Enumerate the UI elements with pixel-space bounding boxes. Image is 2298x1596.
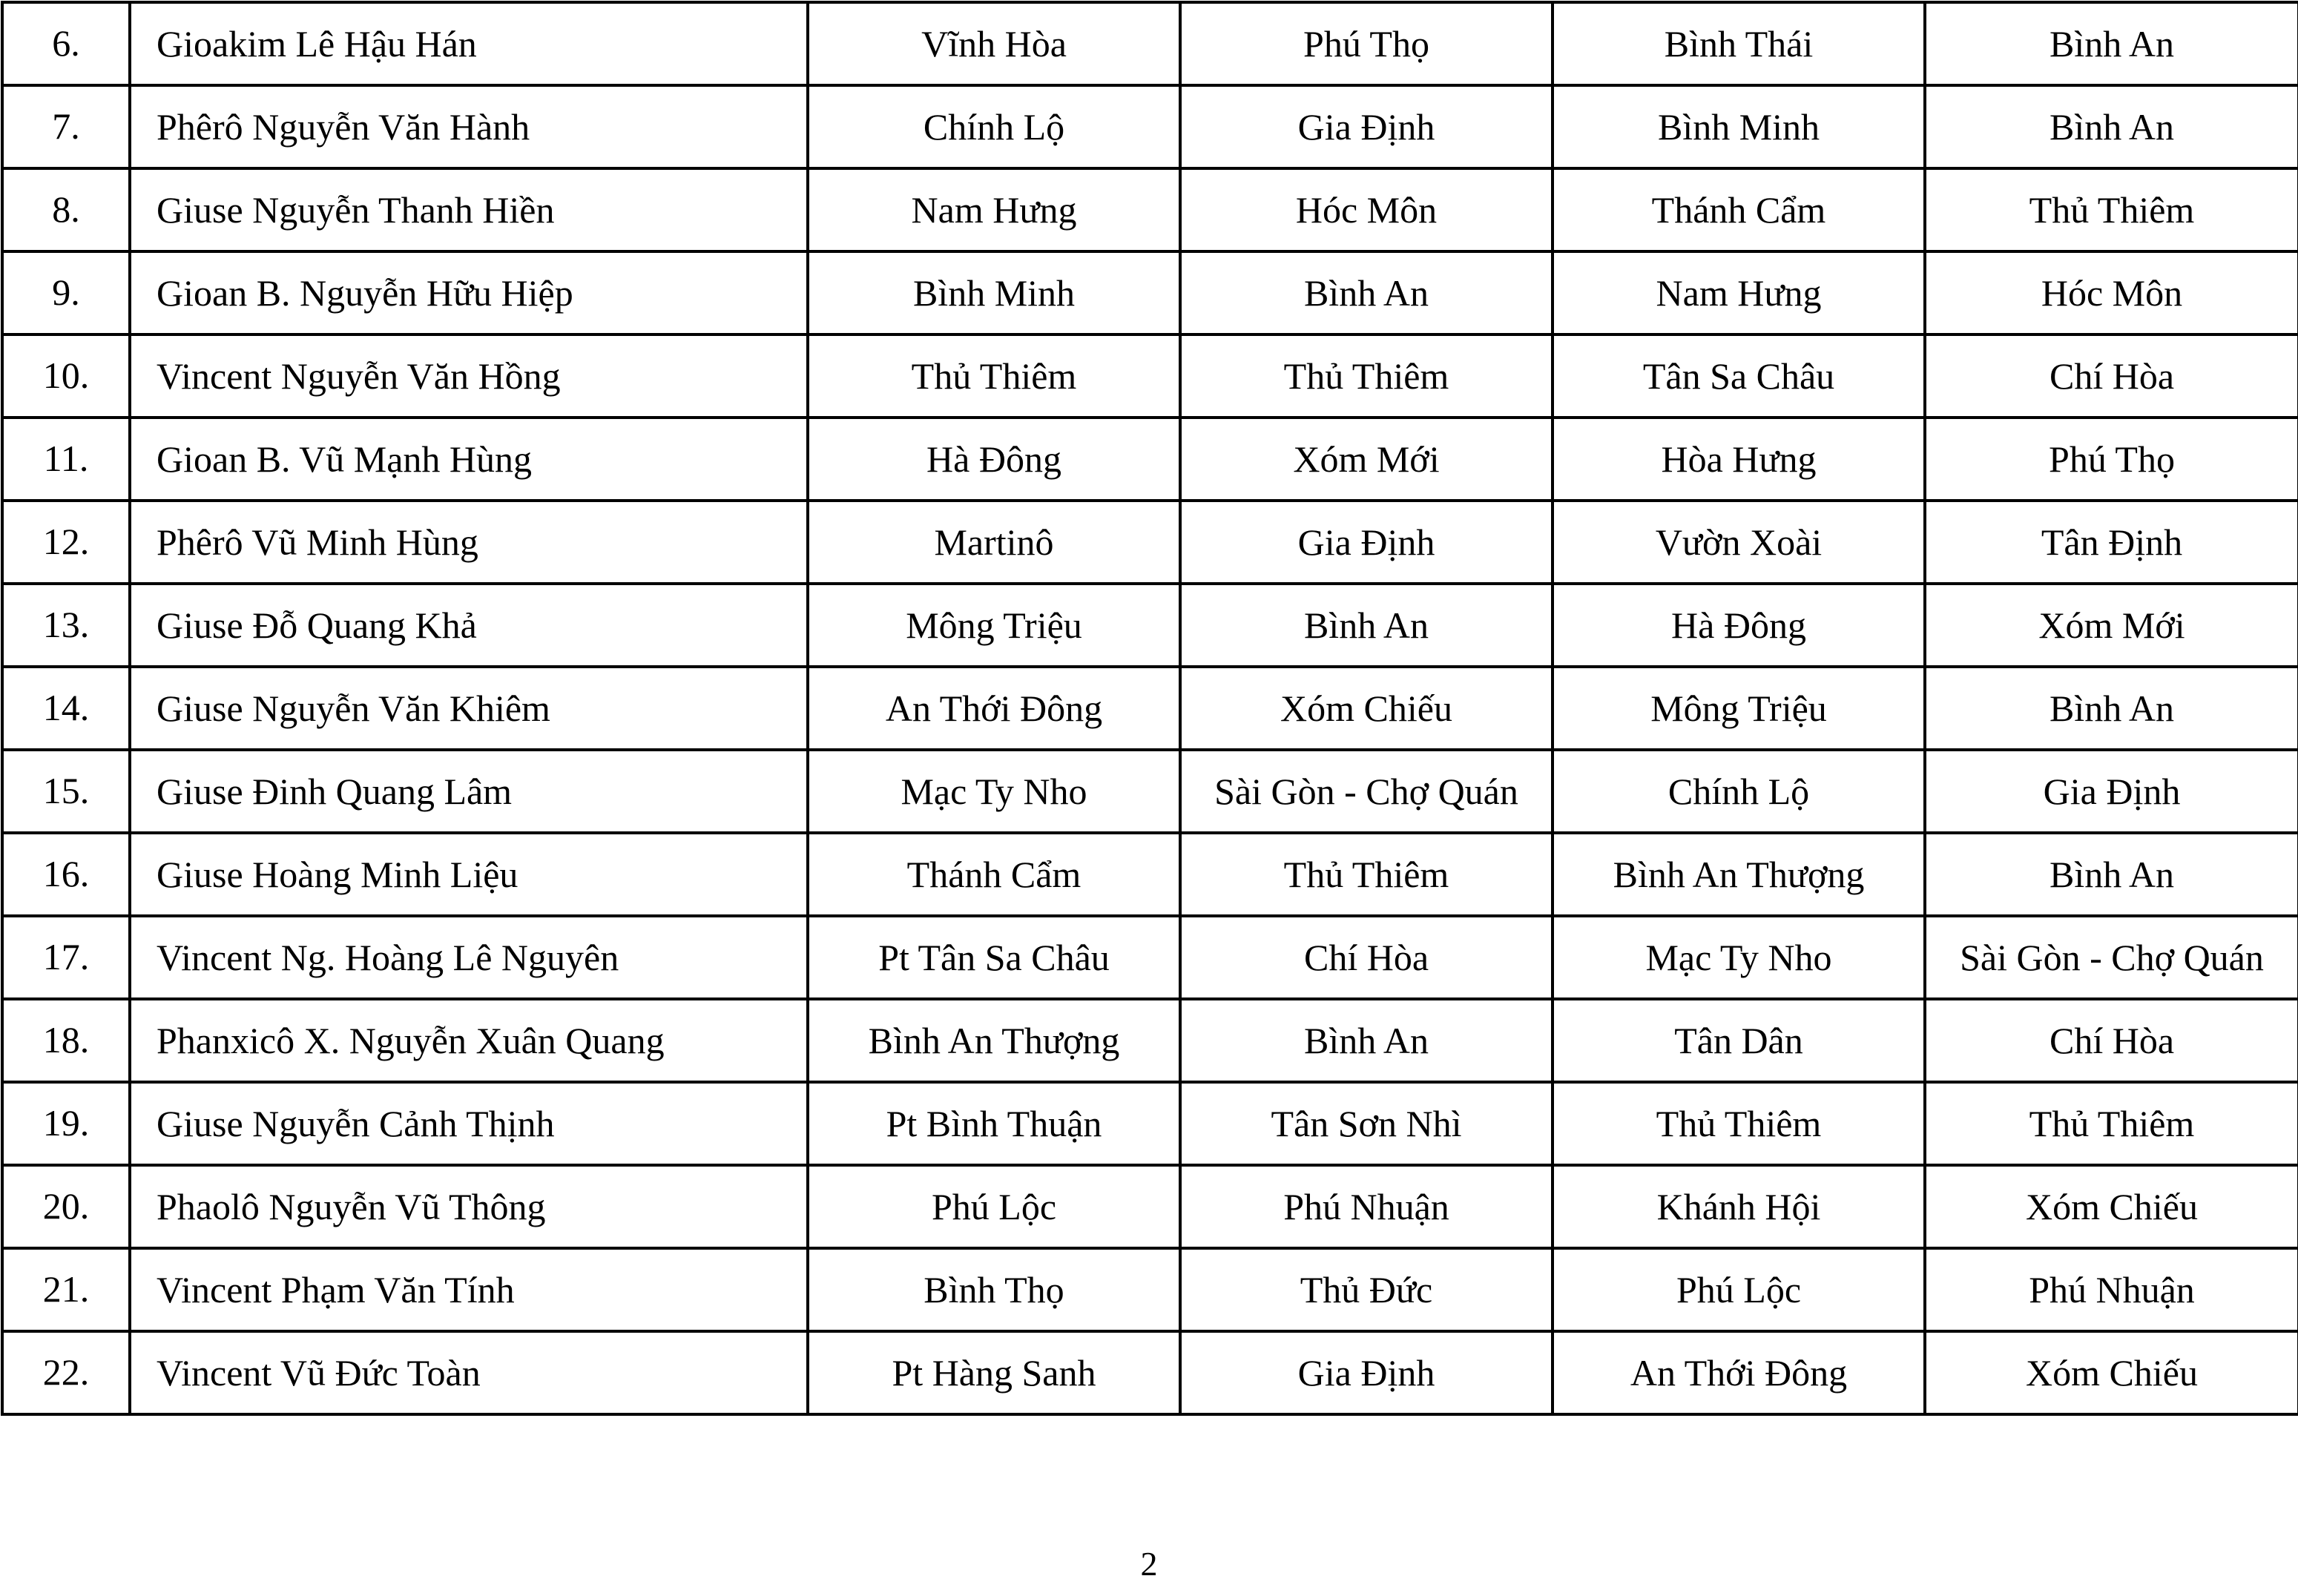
parish-cell-3: Chính Lộ [1553, 750, 1925, 833]
parish-cell-3: Thủ Thiêm [1553, 1082, 1925, 1165]
page-number: 2 [1140, 1545, 1158, 1583]
parish-cell-2: Bình An [1180, 584, 1553, 667]
table-row [2, 2, 2298, 85]
parish-cell-1: Bình An Thượng [808, 999, 1180, 1082]
person-name: Gioakim Lê Hậu Hán [130, 2, 808, 85]
parish-cell-3: Bình An Thượng [1553, 833, 1925, 916]
parish-cell-3: Mạc Ty Nho [1553, 916, 1925, 999]
parish-cell-3: Bình Thái [1553, 2, 1925, 85]
parish-cell-4: Xóm Chiếu [1925, 1331, 2298, 1414]
parish-cell-3: Bình Minh [1553, 85, 1925, 168]
parish-cell-1: Pt Hàng Sanh [808, 1331, 1180, 1414]
parish-cell-1: Pt Bình Thuận [808, 1082, 1180, 1165]
row-number: 12. [2, 501, 130, 584]
table-row [2, 168, 2298, 251]
person-name: Giuse Đỗ Quang Khả [130, 584, 808, 667]
parish-cell-4: Bình An [1925, 2, 2298, 85]
parish-cell-3: Tân Dân [1553, 999, 1925, 1082]
parish-cell-4: Hóc Môn [1925, 251, 2298, 334]
parish-cell-1: Phú Lộc [808, 1165, 1180, 1248]
table-body [2, 2, 2298, 1414]
table-row [2, 750, 2298, 833]
person-name: Phanxicô X. Nguyễn Xuân Quang [130, 999, 808, 1082]
table-row [2, 999, 2298, 1082]
person-name: Gioan B. Vũ Mạnh Hùng [130, 418, 808, 501]
parish-cell-1: Mạc Ty Nho [808, 750, 1180, 833]
table-row [2, 916, 2298, 999]
row-number: 8. [2, 168, 130, 251]
row-number: 16. [2, 833, 130, 916]
parish-cell-2: Thủ Đức [1180, 1248, 1553, 1331]
parish-cell-4: Thủ Thiêm [1925, 168, 2298, 251]
table-row [2, 334, 2298, 418]
person-name: Giuse Nguyễn Cảnh Thịnh [130, 1082, 808, 1165]
parish-cell-4: Bình An [1925, 833, 2298, 916]
parish-cell-2: Phú Nhuận [1180, 1165, 1553, 1248]
table-row [2, 1331, 2298, 1414]
table-row [2, 251, 2298, 334]
parish-cell-2: Tân Sơn Nhì [1180, 1082, 1553, 1165]
parish-cell-4: Tân Định [1925, 501, 2298, 584]
parish-cell-1: Martinô [808, 501, 1180, 584]
parish-cell-1: Bình Thọ [808, 1248, 1180, 1331]
table-row [2, 667, 2298, 750]
person-name: Giuse Hoàng Minh Liệu [130, 833, 808, 916]
parish-cell-3: Hà Đông [1553, 584, 1925, 667]
parish-cell-2: Gia Định [1180, 501, 1553, 584]
parish-cell-2: Gia Định [1180, 85, 1553, 168]
person-name: Vincent Ng. Hoàng Lê Nguyên [130, 916, 808, 999]
parish-cell-4: Chí Hòa [1925, 999, 2298, 1082]
row-number: 20. [2, 1165, 130, 1248]
person-name: Giuse Nguyễn Thanh Hiền [130, 168, 808, 251]
parish-cell-4: Chí Hòa [1925, 334, 2298, 418]
row-number: 18. [2, 999, 130, 1082]
row-number: 15. [2, 750, 130, 833]
parish-cell-1: Hà Đông [808, 418, 1180, 501]
row-number: 7. [2, 85, 130, 168]
person-name: Vincent Vũ Đức Toàn [130, 1331, 808, 1414]
parish-cell-2: Xóm Chiếu [1180, 667, 1553, 750]
person-name: Giuse Đinh Quang Lâm [130, 750, 808, 833]
parish-cell-3: Hòa Hưng [1553, 418, 1925, 501]
parish-cell-1: Pt Tân Sa Châu [808, 916, 1180, 999]
parish-cell-2: Thủ Thiêm [1180, 833, 1553, 916]
parish-cell-1: Thủ Thiêm [808, 334, 1180, 418]
parish-cell-3: An Thới Đông [1553, 1331, 1925, 1414]
table-row [2, 85, 2298, 168]
parish-cell-4: Phú Thọ [1925, 418, 2298, 501]
row-number: 14. [2, 667, 130, 750]
assignment-table [1, 1, 2298, 1416]
parish-cell-1: Chính Lộ [808, 85, 1180, 168]
table-row [2, 418, 2298, 501]
parish-cell-2: Chí Hòa [1180, 916, 1553, 999]
person-name: Vincent Phạm Văn Tính [130, 1248, 808, 1331]
parish-cell-3: Thánh Cẩm [1553, 168, 1925, 251]
person-name: Phaolô Nguyễn Vũ Thông [130, 1165, 808, 1248]
row-number: 13. [2, 584, 130, 667]
parish-cell-1: Nam Hưng [808, 168, 1180, 251]
person-name: Phêrô Vũ Minh Hùng [130, 501, 808, 584]
parish-cell-4: Bình An [1925, 667, 2298, 750]
parish-cell-4: Gia Định [1925, 750, 2298, 833]
row-number: 10. [2, 334, 130, 418]
parish-cell-2: Bình An [1180, 999, 1553, 1082]
parish-cell-2: Xóm Mới [1180, 418, 1553, 501]
parish-cell-2: Thủ Thiêm [1180, 334, 1553, 418]
row-number: 6. [2, 2, 130, 85]
row-number: 19. [2, 1082, 130, 1165]
parish-cell-2: Hóc Môn [1180, 168, 1553, 251]
parish-cell-4: Xóm Chiếu [1925, 1165, 2298, 1248]
row-number: 17. [2, 916, 130, 999]
table-row [2, 584, 2298, 667]
parish-cell-4: Bình An [1925, 85, 2298, 168]
parish-cell-4: Sài Gòn - Chợ Quán [1925, 916, 2298, 999]
row-number: 9. [2, 251, 130, 334]
person-name: Giuse Nguyễn Văn Khiêm [130, 667, 808, 750]
table-row [2, 1082, 2298, 1165]
person-name: Vincent Nguyễn Văn Hồng [130, 334, 808, 418]
table-row [2, 1248, 2298, 1331]
parish-cell-3: Khánh Hội [1553, 1165, 1925, 1248]
row-number: 21. [2, 1248, 130, 1331]
parish-cell-3: Mông Triệu [1553, 667, 1925, 750]
parish-cell-2: Gia Định [1180, 1331, 1553, 1414]
row-number: 22. [2, 1331, 130, 1414]
person-name: Phêrô Nguyễn Văn Hành [130, 85, 808, 168]
table-row [2, 1165, 2298, 1248]
table-row [2, 501, 2298, 584]
row-number: 11. [2, 418, 130, 501]
parish-cell-3: Phú Lộc [1553, 1248, 1925, 1331]
person-name: Gioan B. Nguyễn Hữu Hiệp [130, 251, 808, 334]
parish-cell-4: Phú Nhuận [1925, 1248, 2298, 1331]
parish-cell-2: Bình An [1180, 251, 1553, 334]
parish-cell-1: Bình Minh [808, 251, 1180, 334]
table-row [2, 833, 2298, 916]
parish-cell-1: Mông Triệu [808, 584, 1180, 667]
parish-cell-3: Vườn Xoài [1553, 501, 1925, 584]
parish-cell-2: Phú Thọ [1180, 2, 1553, 85]
parish-cell-1: Vĩnh Hòa [808, 2, 1180, 85]
parish-cell-3: Nam Hưng [1553, 251, 1925, 334]
parish-cell-1: Thánh Cẩm [808, 833, 1180, 916]
parish-cell-4: Xóm Mới [1925, 584, 2298, 667]
parish-cell-3: Tân Sa Châu [1553, 334, 1925, 418]
parish-cell-2: Sài Gòn - Chợ Quán [1180, 750, 1553, 833]
parish-cell-1: An Thới Đông [808, 667, 1180, 750]
parish-cell-4: Thủ Thiêm [1925, 1082, 2298, 1165]
